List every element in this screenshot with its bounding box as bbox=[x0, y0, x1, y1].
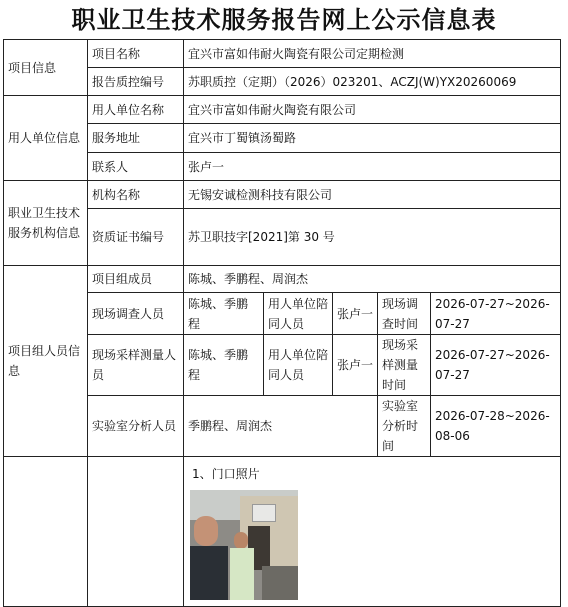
contact-value: 张卢一 bbox=[184, 153, 561, 181]
table-row bbox=[4, 266, 561, 293]
table-row bbox=[4, 209, 561, 266]
photo-cell bbox=[184, 457, 561, 607]
page-title: 职业卫生技术服务报告网上公示信息表 bbox=[71, 5, 497, 34]
photo-caption: 1、门口照片 bbox=[192, 466, 260, 481]
lab-staff-value: 季鹏程、周润杰 bbox=[184, 396, 378, 457]
lab-time-value: 2026-07-28~2026-08-06 bbox=[431, 396, 561, 457]
service-address-value: 宜兴市丁蜀镇汤蜀路 bbox=[184, 124, 561, 153]
team-members-label: 项目组成员 bbox=[88, 266, 184, 293]
team-members-value: 陈城、季鹏程、周润杰 bbox=[184, 266, 561, 293]
table-row bbox=[4, 293, 561, 335]
contact-label: 联系人 bbox=[88, 153, 184, 181]
table-row bbox=[4, 96, 561, 124]
table-row bbox=[4, 40, 561, 68]
employer-name-label: 用人单位名称 bbox=[88, 96, 184, 124]
section-employer: 用人单位信息 bbox=[4, 96, 88, 181]
survey-escort-value: 张卢一 bbox=[333, 293, 378, 335]
survey-staff-label: 现场调查人员 bbox=[88, 293, 184, 335]
sampling-time-label: 现场采样测量时间 bbox=[378, 335, 431, 396]
disclosure-table bbox=[3, 39, 561, 607]
section-project-info: 项目信息 bbox=[4, 40, 88, 96]
table-row bbox=[4, 68, 561, 96]
section-agency: 职业卫生技术服务机构信息 bbox=[4, 181, 88, 266]
photo-label-blank bbox=[88, 457, 184, 607]
sampling-staff-value: 陈城、季鹏程 bbox=[184, 335, 264, 396]
table-row bbox=[4, 181, 561, 209]
agency-name-value: 无锡安诚检测科技有限公司 bbox=[184, 181, 561, 209]
lab-time-label: 实验室分析时间 bbox=[378, 396, 431, 457]
cert-number-value: 苏卫职技字[2021]第 30 号 bbox=[184, 209, 561, 266]
table-row bbox=[4, 396, 561, 457]
survey-time-label: 现场调查时间 bbox=[378, 293, 431, 335]
site-entrance-photo bbox=[190, 490, 298, 600]
table-row bbox=[4, 457, 561, 607]
report-number-value: 苏职质控（定期）（2026）023201、ACZJ(W)YX20260069 bbox=[184, 68, 561, 96]
sampling-escort-value: 张卢一 bbox=[333, 335, 378, 396]
lab-staff-label: 实验室分析人员 bbox=[88, 396, 184, 457]
survey-time-value: 2026-07-27~2026-07-27 bbox=[431, 293, 561, 335]
project-name-label: 项目名称 bbox=[88, 40, 184, 68]
employer-name-value: 宜兴市富如伟耐火陶瓷有限公司 bbox=[184, 96, 561, 124]
sampling-time-value: 2026-07-27~2026-07-27 bbox=[431, 335, 561, 396]
section-team: 项目组人员信息 bbox=[4, 266, 88, 457]
table-row bbox=[4, 335, 561, 396]
survey-escort-label: 用人单位陪同人员 bbox=[264, 293, 333, 335]
project-name-value: 宜兴市富如伟耐火陶瓷有限公司定期检测 bbox=[184, 40, 561, 68]
survey-staff-value: 陈城、季鹏程 bbox=[184, 293, 264, 335]
report-number-label: 报告质控编号 bbox=[88, 68, 184, 96]
sampling-escort-label: 用人单位陪同人员 bbox=[264, 335, 333, 396]
cert-number-label: 资质证书编号 bbox=[88, 209, 184, 266]
agency-name-label: 机构名称 bbox=[88, 181, 184, 209]
table-row bbox=[4, 124, 561, 153]
table-row bbox=[4, 153, 561, 181]
photo-section-blank bbox=[4, 457, 88, 607]
sampling-staff-label: 现场采样测量人员 bbox=[88, 335, 184, 396]
service-address-label: 服务地址 bbox=[88, 124, 184, 153]
